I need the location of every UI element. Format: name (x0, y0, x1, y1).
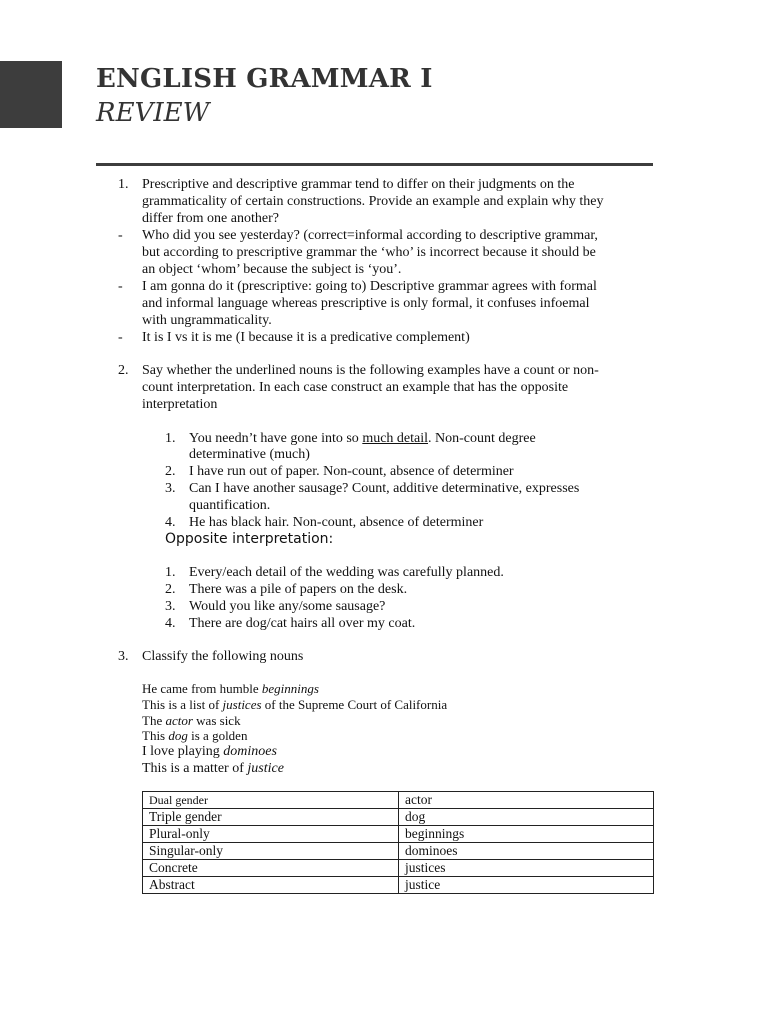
q1-answer-2-line-2: and informal language whereas prescriptive is only formal, it confuses infoemal (142, 296, 590, 311)
underlined-noun: much detail (362, 431, 429, 446)
opposite-4-text: There are dog/cat hairs all over my coat. (189, 616, 416, 631)
table-cell-category: Singular-only (143, 843, 399, 860)
page-subtitle: REVIEW (96, 98, 210, 128)
opposite-1-text: Every/each detail of the wedding was carefully planned. (189, 565, 504, 580)
q2-question-line-3: interpretation (142, 397, 218, 412)
q1-answer-2-line-1: I am gonna do it (prescriptive: going to) Descriptive grammar agrees with formal (142, 279, 597, 294)
q2-item-2-number: 2. (165, 464, 176, 479)
q1-answer-3-bullet: - (118, 330, 123, 345)
q1-question-line-1: Prescriptive and descriptive grammar tend to differ on their judgments on the (142, 177, 575, 192)
q1-answer-1-line-3: an object ‘whom’ because the subject is ‘you’. (142, 262, 402, 277)
table-row (143, 792, 654, 809)
q2-item-3-line-1: Can I have another sausage? Count, additive determinative, expresses (189, 481, 580, 496)
opposite-4-number: 4. (165, 616, 176, 631)
table-row (143, 826, 654, 843)
table-cell-noun: beginnings (399, 826, 654, 843)
q2-item-1-line-1: You needn’t have gone into so much detail. Non-count degree (189, 431, 536, 446)
q1-answer-2-bullet: - (118, 279, 123, 294)
table-cell-noun: justices (399, 860, 654, 877)
table-cell-noun: actor (399, 792, 654, 809)
q3-number: 3. (118, 649, 129, 664)
q3-question: Classify the following nouns (142, 649, 304, 664)
q1-answer-1-line-1: Who did you see yesterday? (correct=informal according to descriptive grammar, (142, 228, 598, 243)
table-cell-noun: dog (399, 809, 654, 826)
table-row (143, 860, 654, 877)
opposite-2-text: There was a pile of papers on the desk. (189, 582, 408, 597)
table-cell-category: Dual gender (143, 792, 399, 809)
opposite-2-number: 2. (165, 582, 176, 597)
table-row (143, 809, 654, 826)
table-cell-noun: dominoes (399, 843, 654, 860)
q2-item-4-number: 4. (165, 515, 176, 530)
q3-sentence-6: This is a matter of justice (142, 761, 284, 776)
q3-sentence-1: He came from humble beginnings (142, 681, 319, 696)
table-cell-category: Concrete (143, 860, 399, 877)
q1-question-line-3: differ from one another? (142, 211, 279, 226)
q3-sentence-3: The actor was sick (142, 713, 241, 728)
table-row (143, 877, 654, 894)
q2-question-line-2: count interpretation. In each case construct an example that has the opposite (142, 380, 569, 395)
opposite-1-number: 1. (165, 565, 176, 580)
q1-answer-1-line-2: but according to prescriptive grammar the ‘who’ is incorrect because it should be (142, 245, 596, 260)
q2-item-2-line-1: I have run out of paper. Non-count, absence of determiner (189, 464, 514, 479)
q2-item-3-line-2: quantification. (189, 498, 271, 513)
table-cell-noun: justice (399, 877, 654, 894)
q1-answer-1-bullet: - (118, 228, 123, 243)
q2-item-3-number: 3. (165, 481, 176, 496)
opposite-3-text: Would you like any/some sausage? (189, 599, 386, 614)
q1-question-line-2: grammaticality of certain constructions. Provide an example and explain why they (142, 194, 604, 209)
q3-sentence-5: I love playing dominoes (142, 744, 277, 759)
opposite-interpretation-heading: Opposite interpretation: (165, 531, 334, 547)
q3-sentence-4: This dog is a golden (142, 728, 248, 743)
table-cell-category: Abstract (143, 877, 399, 894)
q1-answer-2-line-3: with ungrammaticality. (142, 313, 272, 328)
table-cell-category: Plural-only (143, 826, 399, 843)
q2-number: 2. (118, 363, 129, 378)
q3-sentence-2: This is a list of justices of the Supreme Court of California (142, 697, 448, 712)
table-row (143, 843, 654, 860)
table-cell-category: Triple gender (143, 809, 399, 826)
classification-table (142, 791, 654, 894)
page-title: ENGLISH GRAMMAR I (96, 64, 433, 94)
q2-question-line-1: Say whether the underlined nouns is the following examples have a count or non- (142, 363, 599, 378)
q2-item-4-line-1: He has black hair. Non-count, absence of determiner (189, 515, 484, 530)
q1-answer-3-line-1: It is I vs it is me (I because it is a predicative complement) (142, 330, 470, 345)
q2-item-1-number: 1. (165, 431, 176, 446)
q1-number: 1. (118, 177, 129, 192)
opposite-3-number: 3. (165, 599, 176, 614)
q2-item-1-line-2: determinative (much) (189, 447, 310, 462)
